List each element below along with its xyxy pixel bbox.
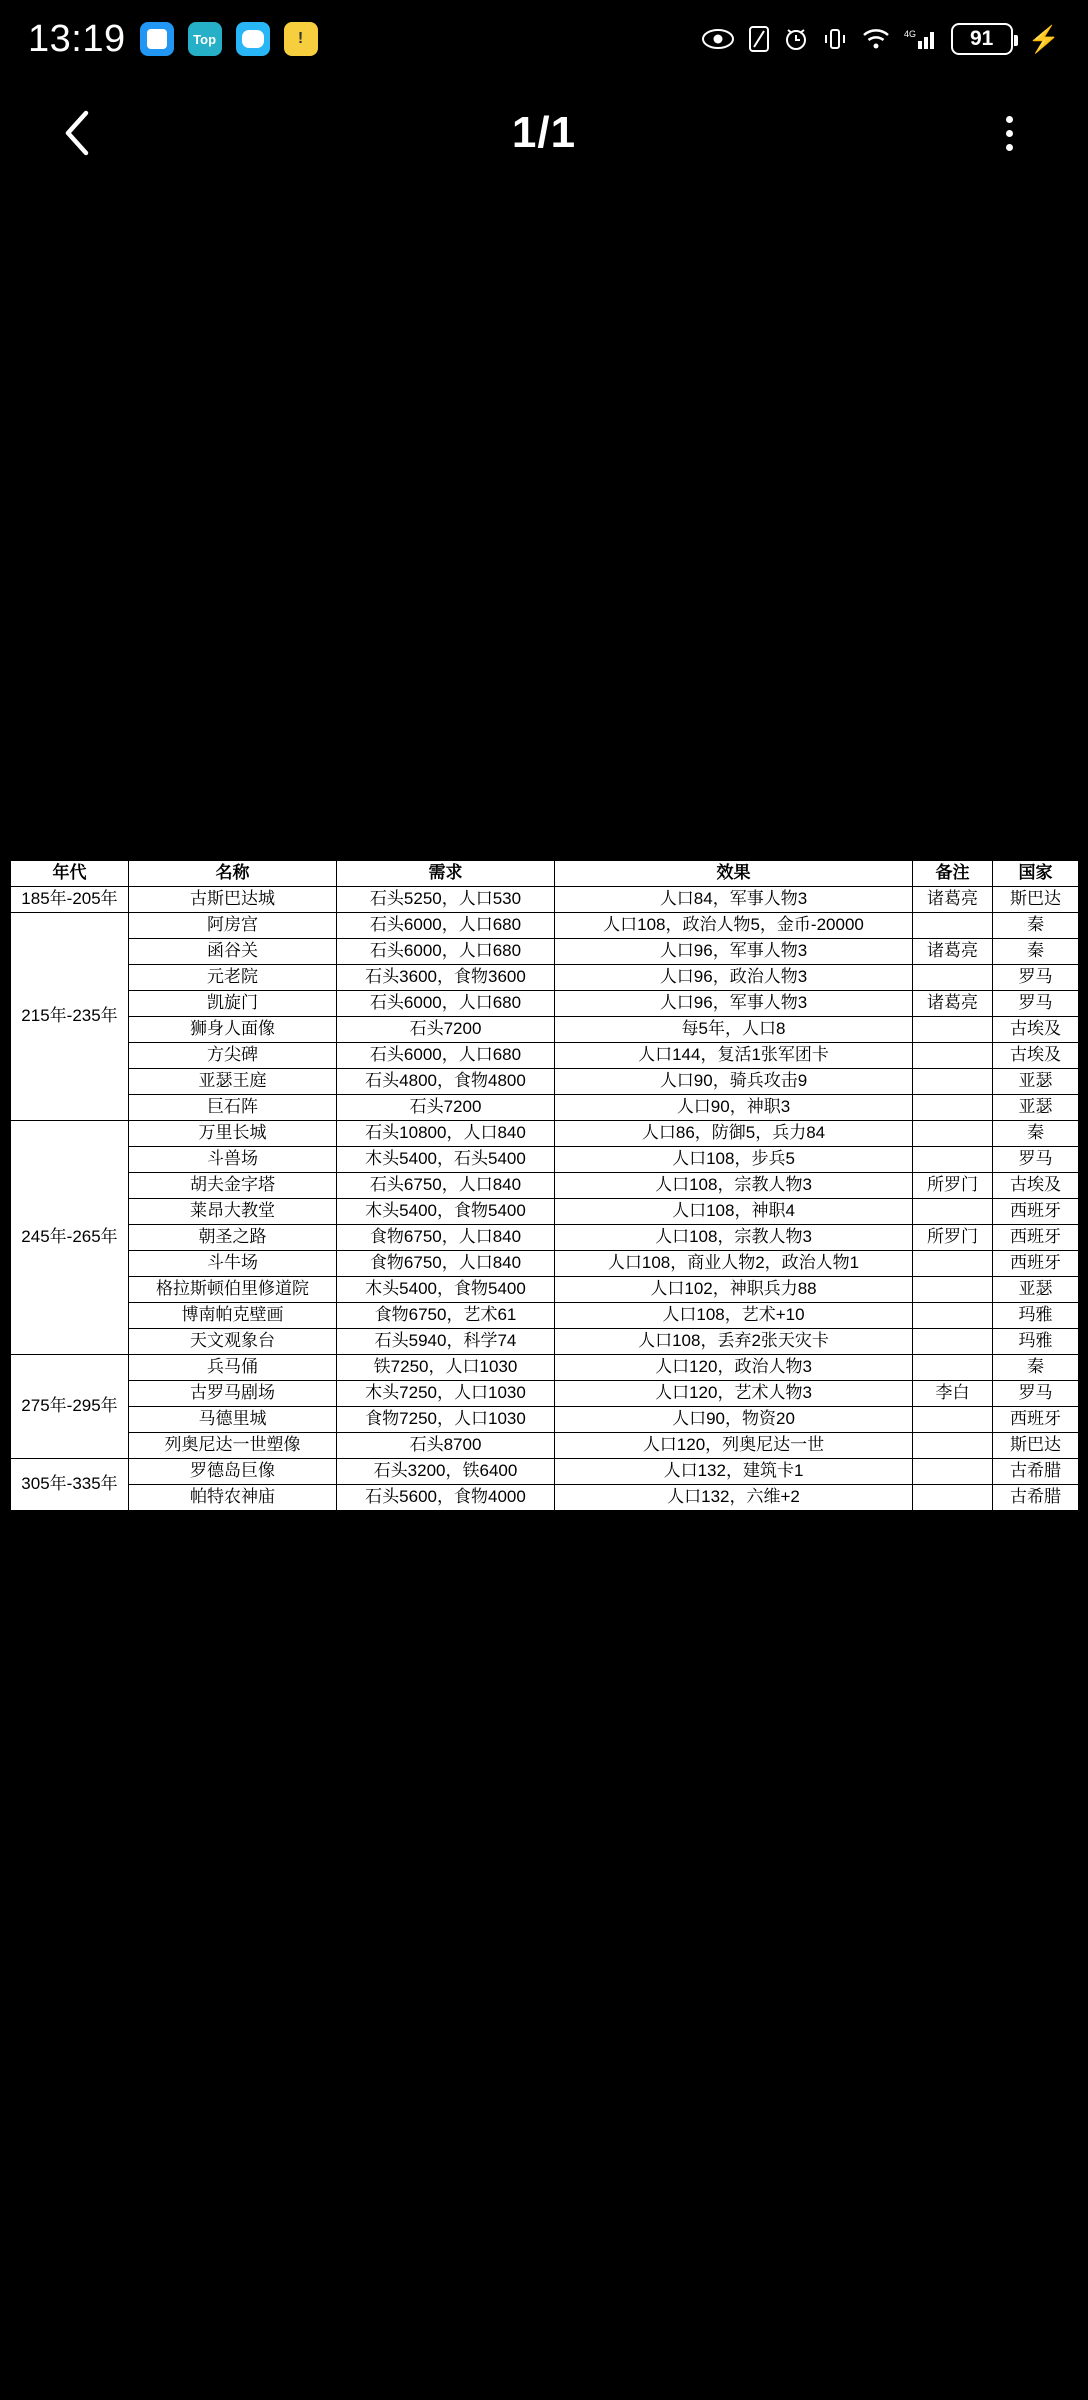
table-cell-effect: 人口144，复活1张军团卡 — [555, 1043, 913, 1069]
more-dot-icon — [1006, 116, 1013, 123]
table-cell-note: 诸葛亮 — [913, 991, 993, 1017]
image-viewer-content[interactable] — [10, 860, 1078, 1511]
table-row — [11, 1251, 1079, 1277]
back-arrow-icon — [58, 105, 98, 161]
table-cell-effect: 人口108，宗教人物3 — [555, 1225, 913, 1251]
table-cell-note — [913, 1199, 993, 1225]
message-icon — [236, 22, 270, 56]
table-row — [11, 1173, 1079, 1199]
table-cell-country: 亚瑟 — [993, 1095, 1079, 1121]
table-row — [11, 1017, 1079, 1043]
nfc-icon — [748, 25, 770, 53]
table-cell-country: 秦 — [993, 939, 1079, 965]
status-bar-right — [701, 23, 1060, 55]
table-cell-name: 狮身人面像 — [129, 1017, 337, 1043]
table-cell-note — [913, 1433, 993, 1459]
table-cell-name: 阿房宫 — [129, 913, 337, 939]
charging-icon: ⚡ — [1027, 23, 1060, 54]
svg-text:4G: 4G — [903, 29, 916, 39]
table-cell-name: 兵马俑 — [129, 1355, 337, 1381]
table-row — [11, 1329, 1079, 1355]
table-cell-effect: 人口90，骑兵攻击9 — [555, 1069, 913, 1095]
table-cell-need: 石头6000，人口680 — [337, 939, 555, 965]
table-row — [11, 1121, 1079, 1147]
table-cell-country: 斯巴达 — [993, 887, 1079, 913]
table-cell-name: 博南帕克壁画 — [129, 1303, 337, 1329]
table-cell-need: 石头6000，人口680 — [337, 913, 555, 939]
table-cell-country: 玛雅 — [993, 1303, 1079, 1329]
table-row — [11, 1147, 1079, 1173]
table-cell-name: 万里长城 — [129, 1121, 337, 1147]
table-cell-name: 天文观象台 — [129, 1329, 337, 1355]
table-cell-note — [913, 1355, 993, 1381]
table-cell-effect: 人口108，神职4 — [555, 1199, 913, 1225]
table-cell-note — [913, 1303, 993, 1329]
table-cell-country: 西班牙 — [993, 1225, 1079, 1251]
table-cell-need: 石头6000，人口680 — [337, 991, 555, 1017]
table-cell-name: 列奥尼达一世塑像 — [129, 1433, 337, 1459]
table-cell-name: 马德里城 — [129, 1407, 337, 1433]
table-cell-effect: 人口108，商业人物2，政治人物1 — [555, 1251, 913, 1277]
alarm-icon — [783, 26, 809, 52]
table-cell-need: 石头7200 — [337, 1017, 555, 1043]
table-cell-name: 巨石阵 — [129, 1095, 337, 1121]
table-row — [11, 1043, 1079, 1069]
table-cell-country: 罗马 — [993, 965, 1079, 991]
more-options-button[interactable] — [982, 105, 1038, 161]
table-header-effect: 效果 — [555, 861, 913, 887]
status-bar-left — [28, 18, 318, 61]
table-cell-name: 斗兽场 — [129, 1147, 337, 1173]
table-cell-country: 秦 — [993, 1121, 1079, 1147]
table-cell-country: 罗马 — [993, 1381, 1079, 1407]
table-cell-note — [913, 1329, 993, 1355]
table-cell-note — [913, 1251, 993, 1277]
table-body — [11, 887, 1079, 1511]
eye-icon — [701, 28, 735, 50]
table-cell-name: 莱昂大教堂 — [129, 1199, 337, 1225]
table-cell-effect: 人口84，军事人物3 — [555, 887, 913, 913]
table-cell-country: 西班牙 — [993, 1407, 1079, 1433]
table-cell-need: 铁7250，人口1030 — [337, 1355, 555, 1381]
table-cell-note: 所罗门 — [913, 1225, 993, 1251]
data-table — [10, 860, 1079, 1511]
more-dot-icon — [1006, 144, 1013, 151]
table-row — [11, 1485, 1079, 1511]
table-cell-effect: 人口96，政治人物3 — [555, 965, 913, 991]
table-cell-effect: 人口108，宗教人物3 — [555, 1173, 913, 1199]
table-row — [11, 1069, 1079, 1095]
battery-indicator — [951, 23, 1013, 55]
table-cell-country: 亚瑟 — [993, 1069, 1079, 1095]
table-cell-note — [913, 965, 993, 991]
table-cell-note: 所罗门 — [913, 1173, 993, 1199]
table-header-row — [11, 861, 1079, 887]
table-cell-country: 西班牙 — [993, 1199, 1079, 1225]
table-cell-name: 斗牛场 — [129, 1251, 337, 1277]
wifi-icon — [861, 27, 891, 51]
status-clock: 13:19 — [28, 17, 126, 60]
table-cell-need: 石头8700 — [337, 1433, 555, 1459]
more-dot-icon — [1006, 130, 1013, 137]
table-cell-country: 古希腊 — [993, 1485, 1079, 1511]
table-cell-effect: 人口96，军事人物3 — [555, 991, 913, 1017]
table-cell-need: 石头6000，人口680 — [337, 1043, 555, 1069]
table-header-name: 名称 — [129, 861, 337, 887]
table-cell-note — [913, 1043, 993, 1069]
table-row — [11, 1355, 1079, 1381]
table-cell-note — [913, 1069, 993, 1095]
app-bar — [0, 78, 1088, 188]
table-cell-note — [913, 1121, 993, 1147]
table-cell-country: 秦 — [993, 1355, 1079, 1381]
table-cell-need: 食物6750，人口840 — [337, 1225, 555, 1251]
table-cell-country: 斯巴达 — [993, 1433, 1079, 1459]
table-cell-note — [913, 1147, 993, 1173]
table-cell-effect: 人口90，神职3 — [555, 1095, 913, 1121]
table-row — [11, 913, 1079, 939]
table-header-era: 年代 — [11, 861, 129, 887]
table-cell-era: 305年-335年 — [11, 1459, 129, 1511]
vibrate-icon — [822, 26, 848, 52]
table-header-note: 备注 — [913, 861, 993, 887]
table-cell-note — [913, 1277, 993, 1303]
table-cell-note — [913, 1407, 993, 1433]
table-row — [11, 1459, 1079, 1485]
table-row — [11, 1199, 1079, 1225]
table-cell-note — [913, 913, 993, 939]
table-cell-era: 215年-235年 — [11, 913, 129, 1121]
table-cell-name: 罗德岛巨像 — [129, 1459, 337, 1485]
table-cell-effect: 人口108，艺术+10 — [555, 1303, 913, 1329]
table-cell-effect: 人口102，神职兵力88 — [555, 1277, 913, 1303]
table-cell-need: 木头5400，食物5400 — [337, 1199, 555, 1225]
table-cell-need: 木头5400，石头5400 — [337, 1147, 555, 1173]
table-cell-era: 275年-295年 — [11, 1355, 129, 1459]
table-cell-name: 凯旋门 — [129, 991, 337, 1017]
table-cell-need: 食物6750，人口840 — [337, 1251, 555, 1277]
table-header-country: 国家 — [993, 861, 1079, 887]
table-cell-country: 秦 — [993, 913, 1079, 939]
table-cell-name: 朝圣之路 — [129, 1225, 337, 1251]
table-cell-country: 罗马 — [993, 1147, 1079, 1173]
table-cell-name: 格拉斯顿伯里修道院 — [129, 1277, 337, 1303]
table-cell-note — [913, 1017, 993, 1043]
table-cell-country: 亚瑟 — [993, 1277, 1079, 1303]
table-row — [11, 965, 1079, 991]
signal-icon — [904, 27, 938, 51]
table-cell-need: 木头7250，人口1030 — [337, 1381, 555, 1407]
table-cell-note — [913, 1095, 993, 1121]
table-cell-name: 元老院 — [129, 965, 337, 991]
table-row — [11, 991, 1079, 1017]
table-header — [11, 861, 1079, 887]
table-cell-effect: 人口108，政治人物5，金币-20000 — [555, 913, 913, 939]
table-cell-effect: 人口86，防御5，兵力84 — [555, 1121, 913, 1147]
table-cell-need: 石头6750，人口840 — [337, 1173, 555, 1199]
table-cell-need: 食物6750，艺术61 — [337, 1303, 555, 1329]
table-cell-effect: 人口108，丢弃2张天灾卡 — [555, 1329, 913, 1355]
table-row — [11, 1095, 1079, 1121]
table-row — [11, 939, 1079, 965]
table-cell-name: 古罗马剧场 — [129, 1381, 337, 1407]
table-cell-need: 石头4800，食物4800 — [337, 1069, 555, 1095]
table-row — [11, 1225, 1079, 1251]
table-cell-country: 罗马 — [993, 991, 1079, 1017]
table-cell-need: 石头7200 — [337, 1095, 555, 1121]
table-cell-country: 古埃及 — [993, 1043, 1079, 1069]
table-row — [11, 1381, 1079, 1407]
table-cell-need: 石头3600，食物3600 — [337, 965, 555, 991]
table-cell-note: 诸葛亮 — [913, 939, 993, 965]
table-header-need: 需求 — [337, 861, 555, 887]
table-row — [11, 1407, 1079, 1433]
table-cell-name: 函谷关 — [129, 939, 337, 965]
table-cell-effect: 人口120，列奥尼达一世 — [555, 1433, 913, 1459]
table-cell-country: 古埃及 — [993, 1173, 1079, 1199]
warning-icon: ! — [284, 22, 318, 56]
table-row — [11, 1303, 1079, 1329]
table-cell-era: 185年-205年 — [11, 887, 129, 913]
table-row — [11, 1433, 1079, 1459]
table-cell-need: 石头10800，人口840 — [337, 1121, 555, 1147]
table-cell-name: 方尖碑 — [129, 1043, 337, 1069]
table-cell-need: 石头5600，食物4000 — [337, 1485, 555, 1511]
table-cell-need: 石头5250，人口530 — [337, 887, 555, 913]
table-cell-country: 玛雅 — [993, 1329, 1079, 1355]
table-cell-name: 帕特农神庙 — [129, 1485, 337, 1511]
table-cell-need: 石头3200，铁6400 — [337, 1459, 555, 1485]
table-cell-effect: 人口132，建筑卡1 — [555, 1459, 913, 1485]
table-cell-effect: 人口108，步兵5 — [555, 1147, 913, 1173]
table-cell-era: 245年-265年 — [11, 1121, 129, 1355]
top-badge-icon: Top — [188, 22, 222, 56]
table-cell-effect: 人口96，军事人物3 — [555, 939, 913, 965]
table-cell-note: 诸葛亮 — [913, 887, 993, 913]
table-row — [11, 1277, 1079, 1303]
table-cell-need: 食物7250，人口1030 — [337, 1407, 555, 1433]
table-cell-effect: 人口120，艺术人物3 — [555, 1381, 913, 1407]
table-cell-country: 古希腊 — [993, 1459, 1079, 1485]
table-cell-note — [913, 1485, 993, 1511]
table-cell-need: 木头5400，食物5400 — [337, 1277, 555, 1303]
table-cell-country: 西班牙 — [993, 1251, 1079, 1277]
table-row — [11, 887, 1079, 913]
page-title: 1/1 — [511, 108, 577, 157]
table-cell-need: 石头5940，科学74 — [337, 1329, 555, 1355]
battery-level: 91 — [969, 27, 994, 50]
table-cell-name: 亚瑟王庭 — [129, 1069, 337, 1095]
status-bar — [0, 0, 1088, 78]
table-cell-effect: 人口132，六维+2 — [555, 1485, 913, 1511]
table-cell-note — [913, 1459, 993, 1485]
table-cell-country: 古埃及 — [993, 1017, 1079, 1043]
table-cell-name: 古斯巴达城 — [129, 887, 337, 913]
back-button[interactable] — [50, 105, 106, 161]
table-cell-effect: 人口120，政治人物3 — [555, 1355, 913, 1381]
table-cell-effect: 人口90，物资20 — [555, 1407, 913, 1433]
table-cell-note: 李白 — [913, 1381, 993, 1407]
table-cell-name: 胡夫金字塔 — [129, 1173, 337, 1199]
table-cell-effect: 每5年，人口8 — [555, 1017, 913, 1043]
screenshot-icon — [140, 22, 174, 56]
